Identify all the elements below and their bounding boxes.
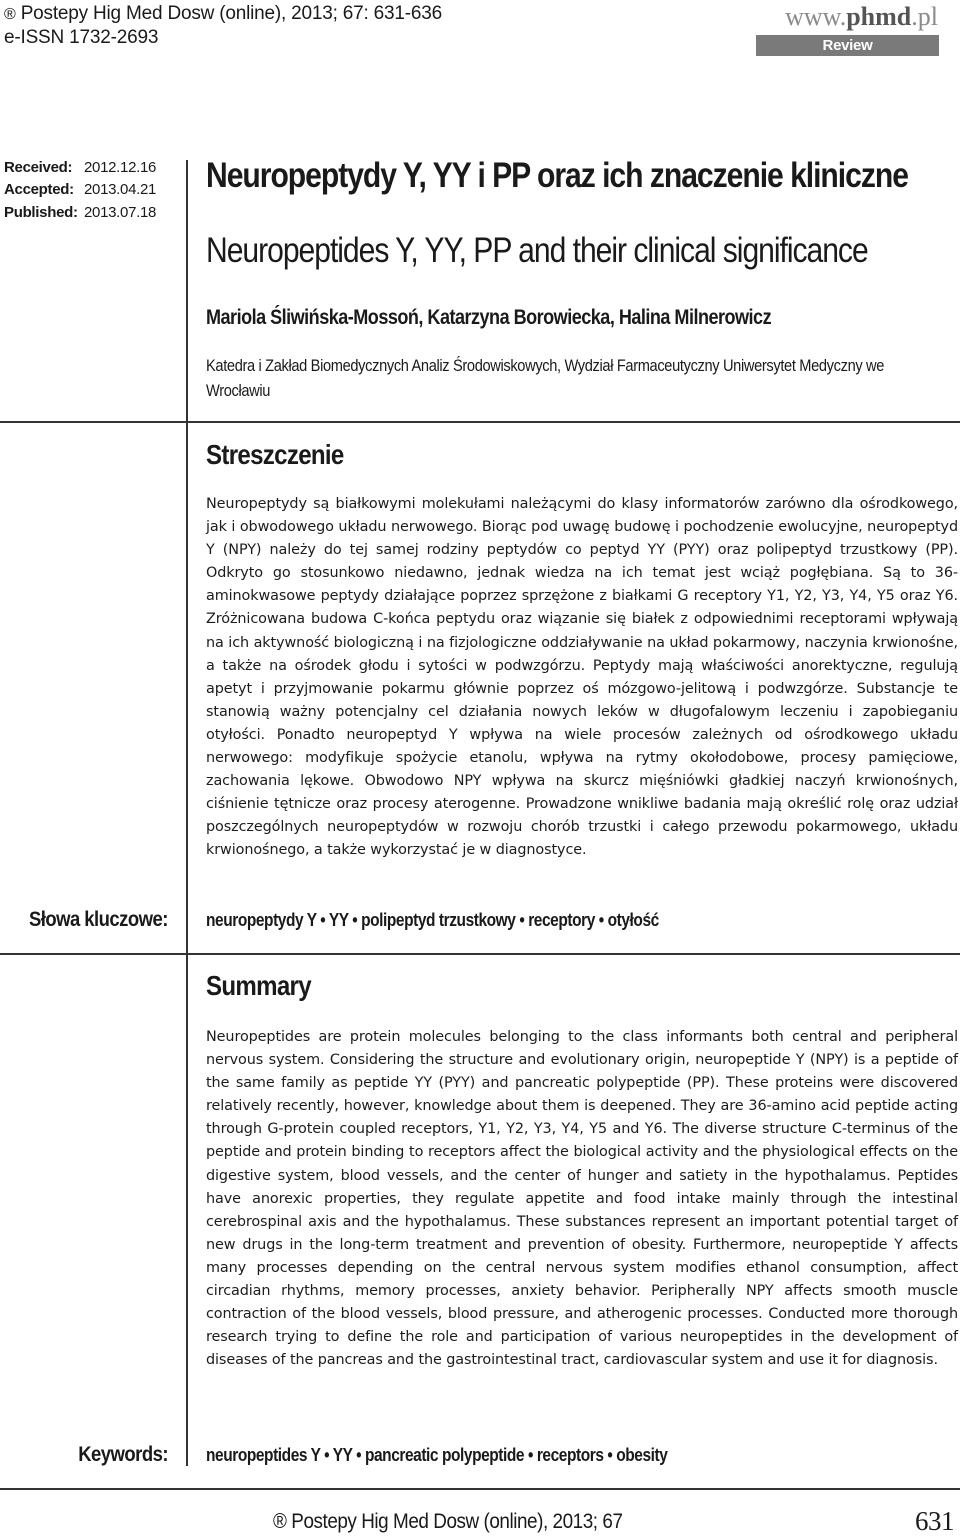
journal-citation	[4, 3, 442, 25]
abstract-english: Neuropeptides are protein molecules belonging to the class informants both central and peripheral nervous system. Considering the structure and evolutionary origin, neuropeptide Y (NPY) is a peptide of the same family as peptide YY (PYY) and pancreatic polypeptide (PP). These proteins were discovered relatively recently, however, knowledge about them is deepened. They are 36-amino acid peptide acting through G-protein coupled receptors, Y1, Y2, Y3, Y4, Y5 and Y6. The diverse structure C-terminus of the peptide and protein binding to receptors affect the biological activity and the physiological effects on the digestive system, blood vessels, and the center of hunger and satiety in the hypothalamus. Peptides have anorexic properties, they regulate appetite and food intake mainly through the intestinal cerebrospinal axis and the hypothalamus. These substances represent an important potential target of new drugs in the long-term treatment and prevention of obesity. Furthermore, neuropeptide Y affects many processes depending on the central nervous system modifies ethanol consumption, affect circadian rhythms, memory processes, anxiety behavior. Peripherally NPY affects smooth muscle contraction of the blood vessels, blood pressure, and atherogenic processes. Conducted more thorough research trying to define the role and participation of various neuropeptides in the development of diseases of the pancreas and the gastrointestinal tract, cardiovascular system and use it for diagnosis.	[206, 1029, 958, 1369]
keywords-label-polish: Słowa kluczowe:	[29, 908, 168, 931]
registered-mark-icon: ®	[273, 1510, 287, 1533]
journal-citation-text: Postepy Hig Med Dosw (online), 2013; 67: 631-636	[20, 3, 443, 24]
keywords-label-english: Keywords:	[78, 1443, 168, 1466]
date-accepted: Accepted: 2013.04.21	[4, 181, 157, 198]
section-divider	[0, 953, 960, 955]
site-prefix: www.	[785, 2, 847, 31]
title-polish: Neuropeptydy Y, YY i PP oraz ich znaczenie kliniczne	[206, 156, 908, 195]
section-divider	[0, 421, 960, 423]
vertical-divider	[186, 160, 188, 1466]
title-english: Neuropeptides Y, YY, PP and their clinical significance	[206, 231, 868, 270]
authors: Mariola Śliwińska-Mossoń, Katarzyna Borowiecka, Halina Milnerowicz	[206, 306, 772, 329]
site-brand: phmd	[846, 2, 912, 31]
footer-citation-text: Postepy Hig Med Dosw (online), 2013; 67	[291, 1510, 623, 1533]
page-number: 631	[915, 1506, 954, 1536]
issn: e-ISSN 1732-2693	[4, 27, 159, 48]
site-logo[interactable]	[785, 2, 938, 32]
registered-mark-icon: ®	[4, 6, 16, 23]
keywords-english: neuropeptides Y • YY • pancreatic polypeptide • receptors • obesity	[206, 1445, 668, 1465]
date-published: Published: 2013.07.18	[4, 204, 157, 221]
footer-divider	[0, 1488, 960, 1490]
abstract-polish: Neuropeptydy są białkowymi molekułami należącymi do klasy informatorów zarówno dla ośrodkowego, jak i obwodowego układu nerwowego. Biorąc pod uwagę budowę i pochodzenie ewolucyjne, neuropeptyd Y (NPY) należy do tej samej rodziny peptydów co peptyd YY (PYY) oraz polipeptyd trzustkowy (PP). Odkryto go stosunkowo niedawno, jednak wiedza na ich temat jest wciąż pogłębiana. Są to 36-aminokwasowe peptydy działające poprzez sprzężone z białkami G receptory Y1, Y2, Y3, Y4, Y5 oraz Y6. Zróżnicowana budowa C-końca peptydu oraz wiązanie się białek z odpowiednimi receptorami wpływają na ich aktywność biologiczną i na fizjologiczne oddziaływanie na układ pokarmowy, naczynia krwionośne, a także na ośrodek głodu i sytości w podwzgórzu. Peptydy mają właściwości anorektyczne, regulują apetyt i przyjmowanie pokarmu głównie poprzez oś mózgowo-jelitową i podwzgórze. Substancje te stanowią ważny potencjalny cel działania nowych leków w długofalowym leczeniu i zapobieganiu otyłości. Ponadto neuropeptyd Y wpływa na wiele procesów zależnych od ośrodkowego układu nerwowego: modyfikuje spożycie etanolu, wpływa na rytmy okołodobowe, procesy pamięciowe, zachowania lękowe. Obwodowo NPY wpływa na skurcz mięśniówki gładkiej naczyń krwionośnych, ciśnienie tętnicze oraz procesy aterogenne. Prowadzone wnikliwe badania mają określić rolę oraz udział poszczególnych neuropeptydów w rozwoju chorób trzustki i całego przewodu pokarmowego, układu krwionośnego, a także wykorzystać je w diagnostyce.	[206, 496, 958, 859]
footer-citation	[273, 1510, 623, 1534]
keywords-polish: neuropeptydy Y • YY • polipeptyd trzustkowy • receptory • otyłość	[206, 910, 659, 930]
abstract-heading-english: Summary	[206, 970, 311, 1001]
affiliation: Katedra i Zakład Biomedycznych Analiz Środowiskowych, Wydział Farmaceutyczny Uniwersytet Medyczny we Wrocławiu	[206, 356, 885, 400]
date-received: Received: 2012.12.16	[4, 159, 157, 176]
article-type-badge: Review	[756, 35, 939, 56]
abstract-heading-polish: Streszczenie	[206, 439, 344, 470]
site-suffix: .pl	[911, 2, 938, 31]
